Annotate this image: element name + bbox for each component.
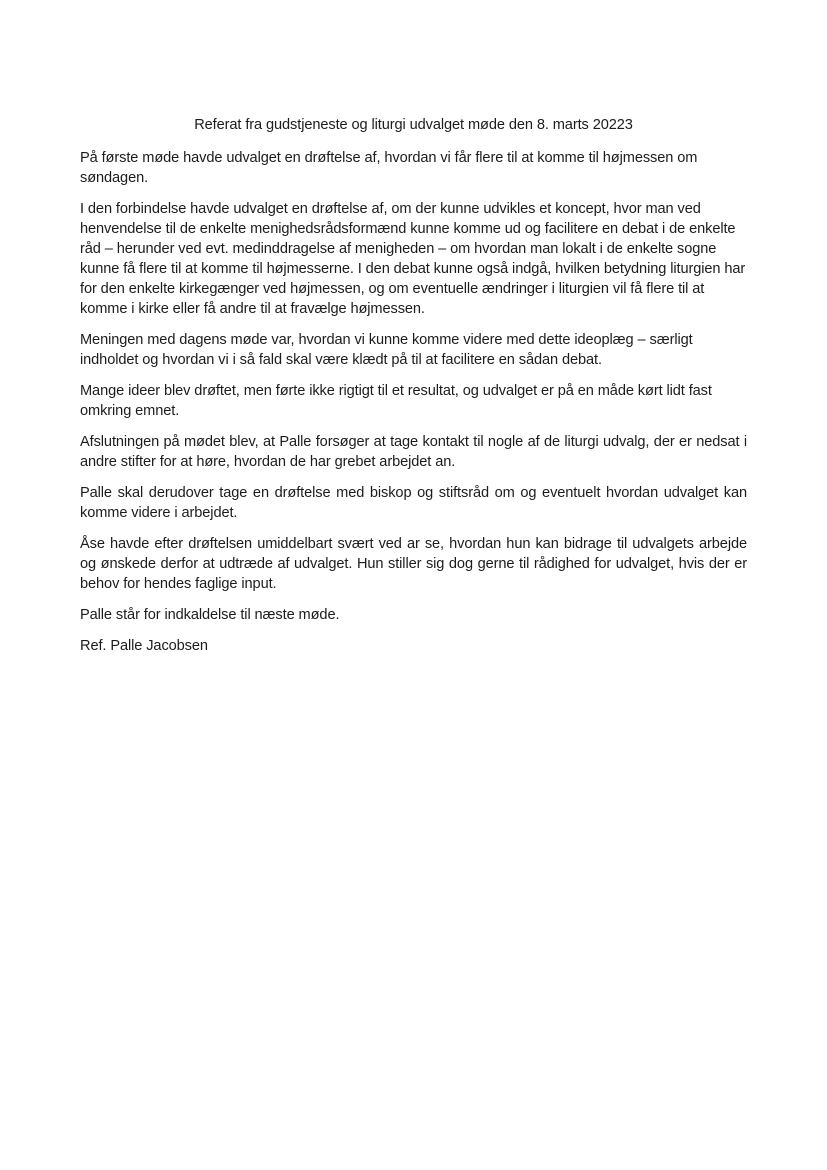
paragraph: På første møde havde udvalget en drøftelse af, hvordan vi får flere til at komme til højmessen om søndagen. xyxy=(80,150,698,186)
paragraph: I den forbindelse havde udvalget en drøftelse af, om der kunne udvikles et koncept, hvor man ved henvendelse til de enkelte menighedsrådsformænd kunne komme ud og facilitere en debat i de enkelte råd – herunder ved evt. medinddragelse af menigheden – om hvordan man lokalt i de enkelte sogne kunne få flere til at komme til højmesserne. I den debat kunne også indgå, hvilken betydning liturgien har for den enkelte kirkegænger ved højmessen, og om eventuelle ændringer i liturgien vil få flere til at komme i kirke eller få andre til at fravælge højmessen. xyxy=(80,201,746,317)
paragraph: Palle står for indkaldelse til næste møde. xyxy=(80,607,340,623)
paragraph: Afslutningen på mødet blev, at Palle forsøger at tage kontakt til nogle af de liturgi udvalg, der er nedsat i andre stifter for at høre, hvordan de har grebet arbejdet an. xyxy=(80,434,747,470)
document-title: Referat fra gudstjeneste og liturgi udvalget møde den 8. marts 20223 xyxy=(194,117,633,133)
paragraph: Palle skal derudover tage en drøftelse med biskop og stiftsråd om og eventuelt hvordan udvalget kan komme videre i arbejdet. xyxy=(80,485,747,521)
paragraph: Ref. Palle Jacobsen xyxy=(80,638,208,654)
paragraph: Meningen med dagens møde var, hvordan vi kunne komme videre med dette ideoplæg – særligt indholdet og hvordan vi i så fald skal være klædt på til at facilitere en sådan debat. xyxy=(80,332,693,368)
paragraph: Åse havde efter drøftelsen umiddelbart svært ved ar se, hvordan hun kan bidrage til udvalgets arbejde og ønskede derfor at udtræde af udvalget. Hun stiller sig dog gerne til rådighed for udvalget, hvis der er behov for hendes faglige input. xyxy=(80,536,747,592)
paragraph: Mange ideer blev drøftet, men førte ikke rigtigt til et resultat, og udvalget er på en måde kørt lidt fast omkring emnet. xyxy=(80,383,712,419)
